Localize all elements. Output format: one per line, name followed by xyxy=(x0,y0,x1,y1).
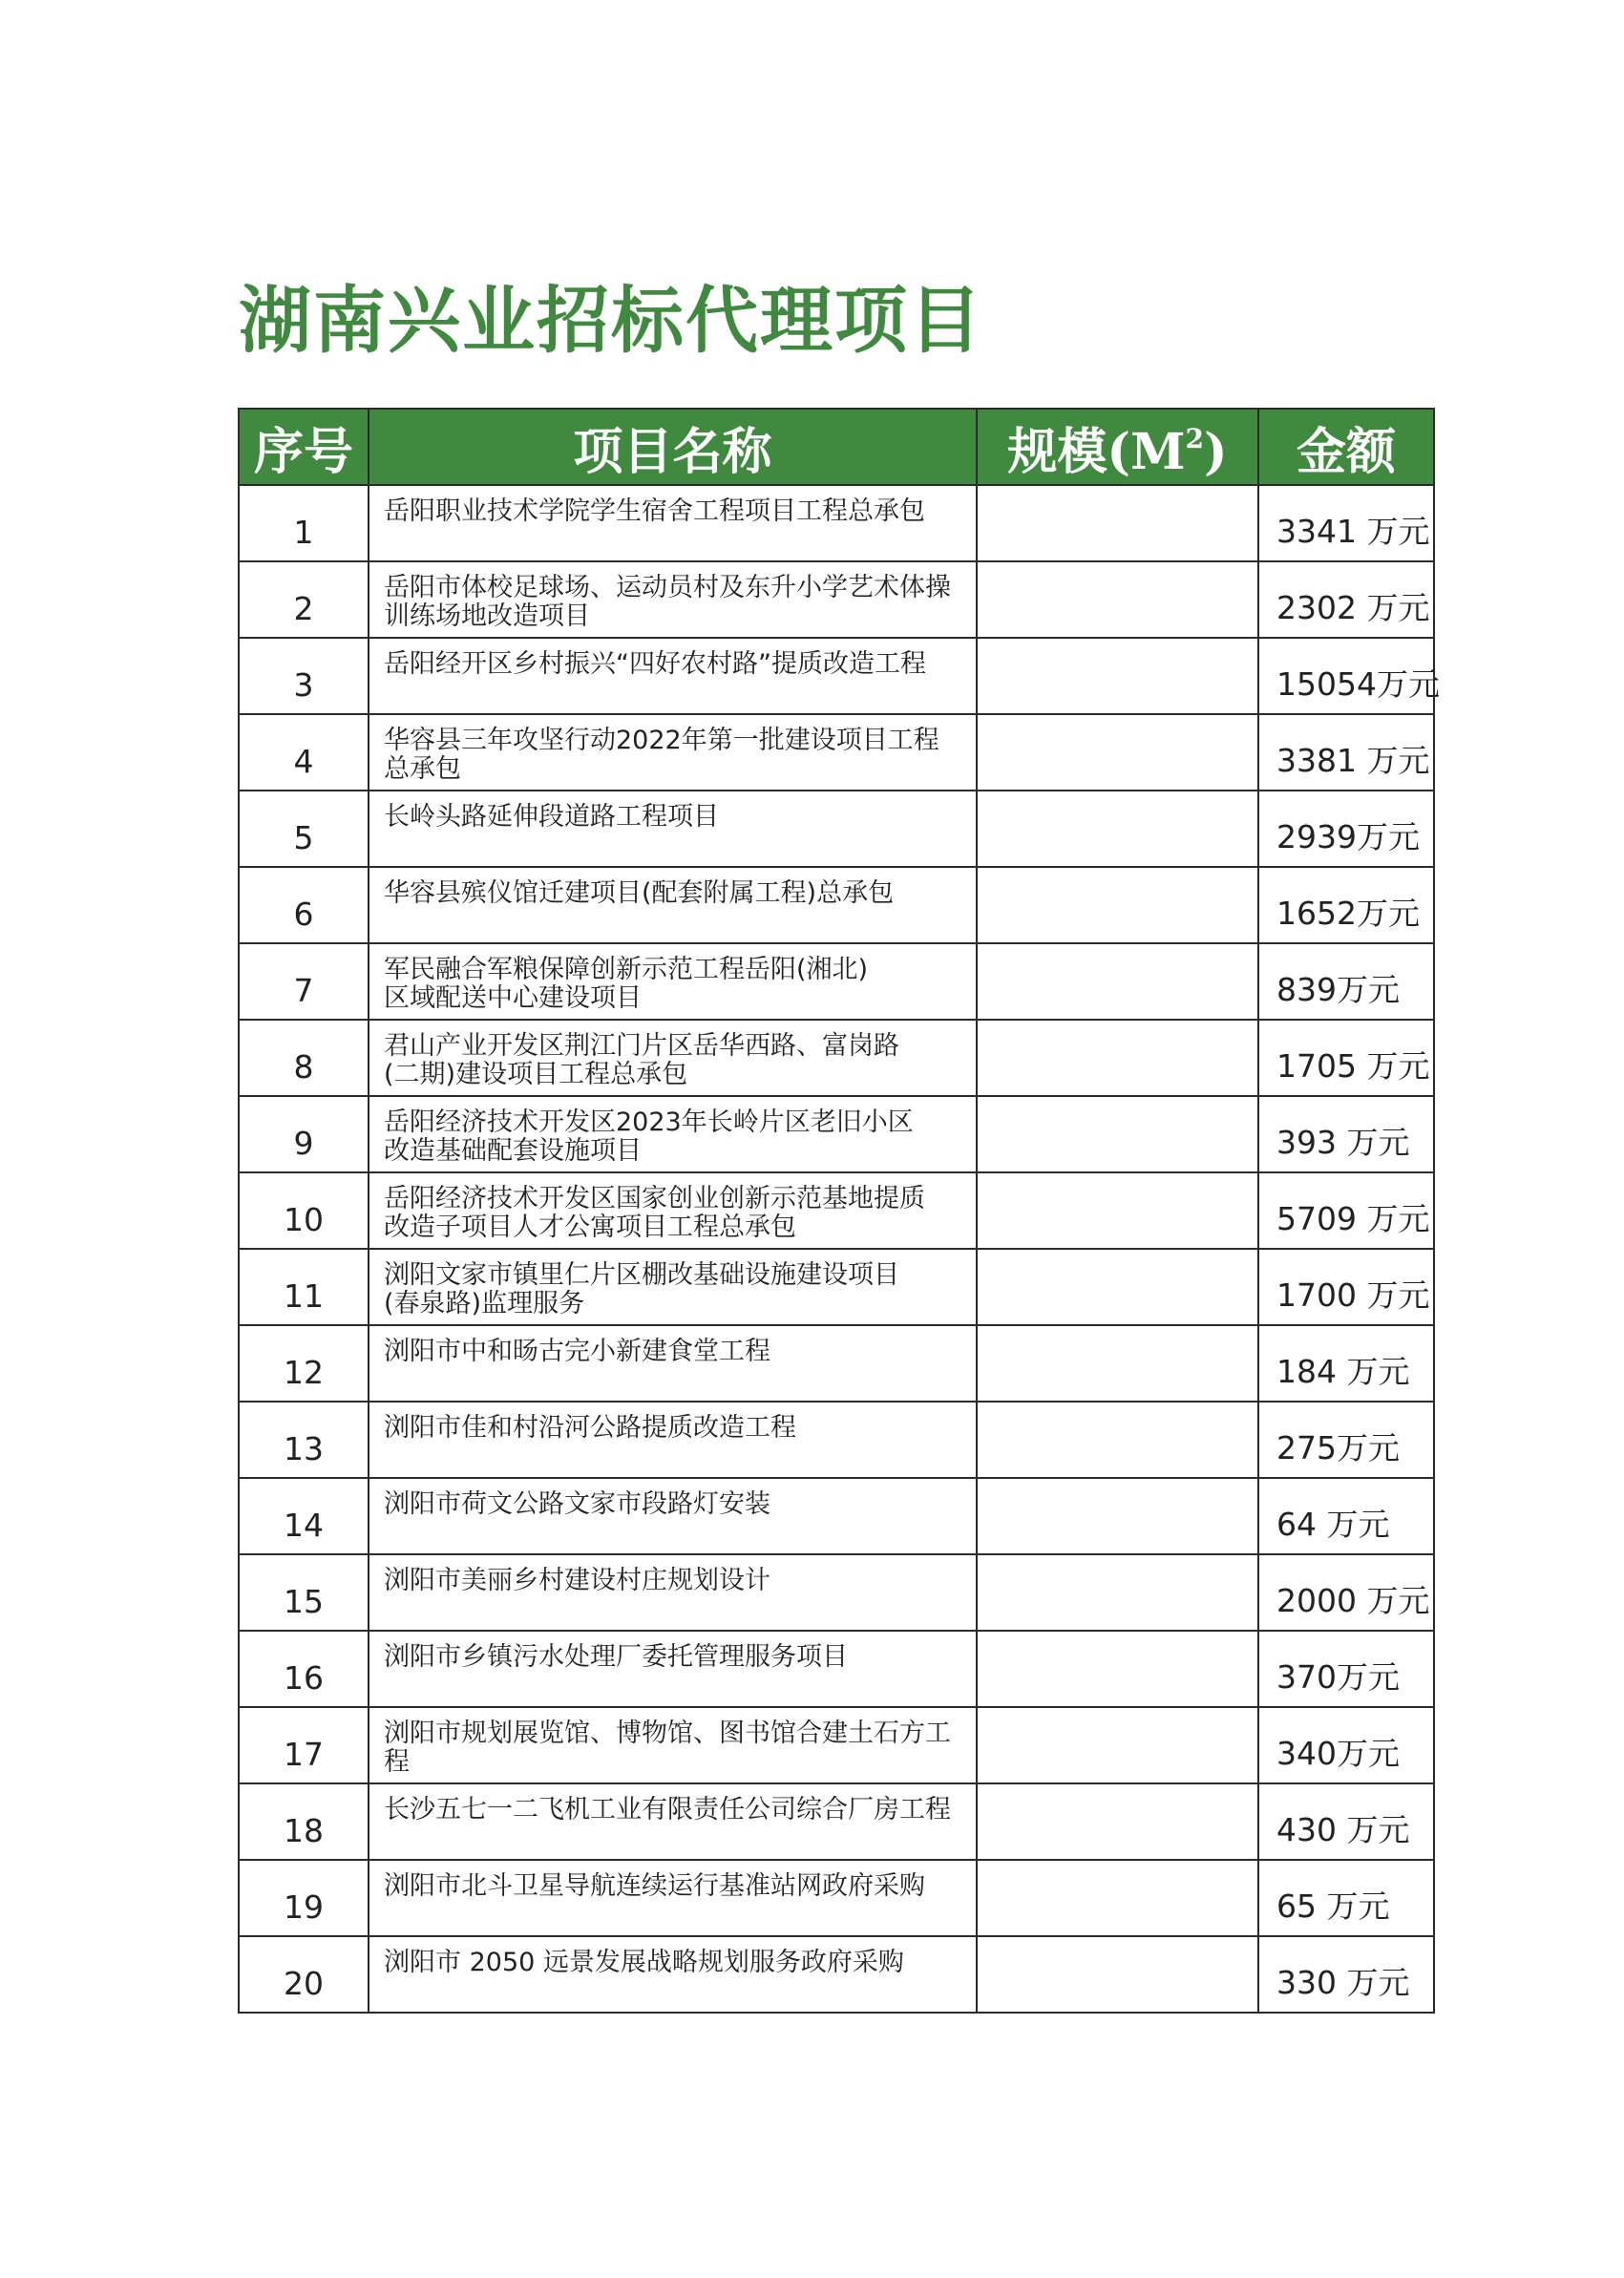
project-scale xyxy=(977,1402,1258,1478)
project-name: 浏阳市荷文公路文家市段路灯安装 xyxy=(369,1478,977,1554)
project-scale xyxy=(977,485,1258,561)
header-scale xyxy=(977,409,1258,485)
table-row xyxy=(239,1554,1434,1631)
project-scale xyxy=(977,1249,1258,1325)
row-number: 12 xyxy=(239,1325,369,1402)
project-amount: 330 万元 xyxy=(1258,1936,1434,2013)
table-row xyxy=(239,1478,1434,1554)
table-row xyxy=(239,791,1434,867)
row-number: 5 xyxy=(239,791,369,867)
page-title: 湖南兴业招标代理项目 xyxy=(239,278,983,363)
project-scale xyxy=(977,1936,1258,2013)
project-name: 岳阳经开区乡村振兴“四好农村路”提质改造工程 xyxy=(369,638,977,714)
table-row xyxy=(239,1020,1434,1096)
project-amount: 340万元 xyxy=(1258,1707,1434,1783)
project-name: 岳阳经济技术开发区国家创业创新示范基地提质 改造子项目人才公寓项目工程总承包 xyxy=(369,1172,977,1249)
project-name: 浏阳市中和旸古完小新建食堂工程 xyxy=(369,1325,977,1402)
row-number: 14 xyxy=(239,1478,369,1554)
header-no: 序号 xyxy=(239,409,369,485)
project-scale xyxy=(977,1554,1258,1631)
row-number: 10 xyxy=(239,1172,369,1249)
project-scale xyxy=(977,943,1258,1020)
row-number: 16 xyxy=(239,1631,369,1707)
project-amount: 3341 万元 xyxy=(1258,485,1434,561)
project-table xyxy=(238,408,1440,2014)
project-name: 华容县殡仪馆迁建项目(配套附属工程)总承包 xyxy=(369,867,977,943)
project-amount: 1652万元 xyxy=(1258,867,1434,943)
project-name: 军民融合军粮保障创新示范工程岳阳(湘北) 区域配送中心建设项目 xyxy=(369,943,977,1020)
project-amount: 2302 万元 xyxy=(1258,561,1434,638)
project-name: 浏阳市规划展览馆、博物馆、图书馆合建土石方工程 xyxy=(369,1707,977,1783)
table-row xyxy=(239,561,1434,638)
project-scale xyxy=(977,1631,1258,1707)
project-scale xyxy=(977,1707,1258,1783)
project-name: 岳阳职业技术学院学生宿舍工程项目工程总承包 xyxy=(369,485,977,561)
row-number: 6 xyxy=(239,867,369,943)
row-number: 3 xyxy=(239,638,369,714)
project-amount: 370万元 xyxy=(1258,1631,1434,1707)
project-scale xyxy=(977,1478,1258,1554)
project-scale xyxy=(977,1325,1258,1402)
row-number: 15 xyxy=(239,1554,369,1631)
project-amount: 2939万元 xyxy=(1258,791,1434,867)
project-scale xyxy=(977,791,1258,867)
row-number: 4 xyxy=(239,714,369,791)
row-number: 1 xyxy=(239,485,369,561)
table-row xyxy=(239,1249,1434,1325)
table-row xyxy=(239,638,1434,714)
table-row xyxy=(239,1172,1434,1249)
project-scale xyxy=(977,638,1258,714)
project-scale xyxy=(977,561,1258,638)
header-scale-superscript: 2 xyxy=(1185,422,1205,454)
table-row xyxy=(239,1325,1434,1402)
row-number: 8 xyxy=(239,1020,369,1096)
project-name: 华容县三年攻坚行动2022年第一批建设项目工程 总承包 xyxy=(369,714,977,791)
table-row xyxy=(239,1707,1434,1783)
table-row xyxy=(239,867,1434,943)
project-amount: 430 万元 xyxy=(1258,1783,1434,1860)
header-scale-label: 规模(M xyxy=(1007,422,1186,481)
project-name: 君山产业开发区荆江门片区岳华西路、富岗路 (二期)建设项目工程总承包 xyxy=(369,1020,977,1096)
row-number: 11 xyxy=(239,1249,369,1325)
project-name: 岳阳经济技术开发区2023年长岭片区老旧小区 改造基础配套设施项目 xyxy=(369,1096,977,1172)
project-scale xyxy=(977,714,1258,791)
project-name: 长岭头路延伸段道路工程项目 xyxy=(369,791,977,867)
row-number: 2 xyxy=(239,561,369,638)
project-amount: 64 万元 xyxy=(1258,1478,1434,1554)
header-amount: 金额 xyxy=(1258,409,1434,485)
row-number: 20 xyxy=(239,1936,369,2013)
project-scale xyxy=(977,1172,1258,1249)
project-amount: 5709 万元 xyxy=(1258,1172,1434,1249)
project-amount: 15054万元 xyxy=(1258,638,1434,714)
row-number: 13 xyxy=(239,1402,369,1478)
table-row xyxy=(239,1860,1434,1936)
project-name: 岳阳市体校足球场、运动员村及东升小学艺术体操 训练场地改造项目 xyxy=(369,561,977,638)
project-name: 浏阳市北斗卫星导航连续运行基准站网政府采购 xyxy=(369,1860,977,1936)
project-scale xyxy=(977,1860,1258,1936)
project-amount: 2000 万元 xyxy=(1258,1554,1434,1631)
table-body xyxy=(239,485,1440,2013)
project-scale xyxy=(977,1096,1258,1172)
row-number: 19 xyxy=(239,1860,369,1936)
table-row xyxy=(239,714,1434,791)
table-row xyxy=(239,943,1434,1020)
header-name: 项目名称 xyxy=(369,409,977,485)
table-row xyxy=(239,485,1434,561)
table-row xyxy=(239,1783,1434,1860)
project-scale xyxy=(977,1783,1258,1860)
table-row xyxy=(239,1631,1434,1707)
project-scale xyxy=(977,1020,1258,1096)
header-scale-close: ) xyxy=(1204,422,1228,481)
row-number: 7 xyxy=(239,943,369,1020)
table-header-row xyxy=(239,409,1434,485)
project-amount: 184 万元 xyxy=(1258,1325,1434,1402)
project-amount: 393 万元 xyxy=(1258,1096,1434,1172)
row-number: 17 xyxy=(239,1707,369,1783)
project-name: 浏阳市 2050 远景发展战略规划服务政府采购 xyxy=(369,1936,977,2013)
project-amount: 3381 万元 xyxy=(1258,714,1434,791)
project-amount: 1700 万元 xyxy=(1258,1249,1434,1325)
table-row xyxy=(239,1936,1434,2013)
project-scale xyxy=(977,867,1258,943)
project-name: 长沙五七一二飞机工业有限责任公司综合厂房工程 xyxy=(369,1783,977,1860)
project-name: 浏阳市美丽乡村建设村庄规划设计 xyxy=(369,1554,977,1631)
project-name: 浏阳市乡镇污水处理厂委托管理服务项目 xyxy=(369,1631,977,1707)
project-name: 浏阳文家市镇里仁片区棚改基础设施建设项目 (春泉路)监理服务 xyxy=(369,1249,977,1325)
row-number: 9 xyxy=(239,1096,369,1172)
table-row xyxy=(239,1096,1434,1172)
project-amount: 839万元 xyxy=(1258,943,1434,1020)
project-amount: 275万元 xyxy=(1258,1402,1434,1478)
row-number: 18 xyxy=(239,1783,369,1860)
project-name: 浏阳市佳和村沿河公路提质改造工程 xyxy=(369,1402,977,1478)
table-row xyxy=(239,1402,1434,1478)
project-amount: 1705 万元 xyxy=(1258,1020,1434,1096)
project-amount: 65 万元 xyxy=(1258,1860,1434,1936)
